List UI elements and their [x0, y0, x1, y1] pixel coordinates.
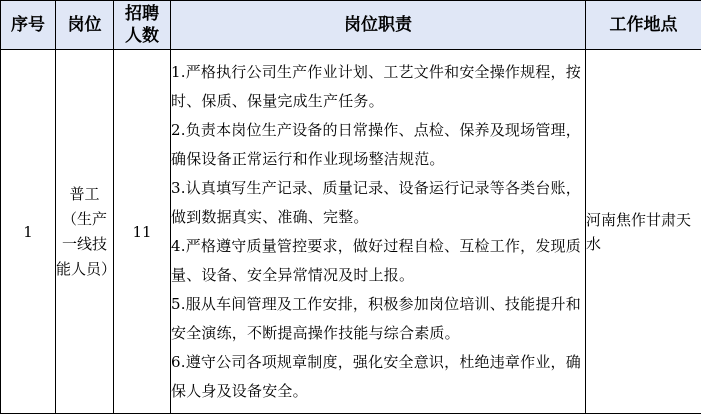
header-location: 工作地点 [586, 1, 701, 50]
duty-item: 2.负责本岗位生产设备的日常操作、点检、保养及现场管理，确保设备正常运行和作业现场整洁规范。 [171, 120, 581, 168]
header-count-line1: 招聘 [125, 4, 159, 24]
header-count [114, 1, 171, 50]
cell-location: 河南焦作甘肃天水 [586, 50, 701, 414]
duty-item: 1.严格执行公司生产作业计划、工艺文件和安全操作规程，按时、保质、保量完成生产任务。 [171, 62, 581, 110]
header-post: 岗位 [56, 1, 114, 50]
cell-seq: 1 [1, 50, 56, 414]
header-duties: 岗位职责 [171, 1, 586, 50]
duty-item: 5.服从车间管理及工作安排，积极参加岗位培训、技能提升和安全演练，不断提高操作技能与综合素质。 [171, 294, 581, 342]
header-row [1, 1, 701, 50]
cell-post: 普工（生产一线技能人员） [56, 50, 114, 414]
table-row [1, 50, 701, 414]
duty-item: 4.严格遵守质量管控要求，做好过程自检、互检工作，发现质量、设备、安全异常情况及时上报。 [171, 236, 581, 284]
duty-item: 6.遵守公司各项规章制度，强化安全意识，杜绝违章作业，确保人身及设备安全。 [171, 352, 581, 400]
duty-item: 3.认真填写生产记录、质量记录、设备运行记录等各类台账，做到数据真实、准确、完整。 [171, 178, 581, 226]
cell-duties [171, 50, 586, 414]
header-seq: 序号 [1, 1, 56, 50]
header-count-line2: 人数 [125, 26, 159, 46]
cell-count: 11 [114, 50, 171, 414]
